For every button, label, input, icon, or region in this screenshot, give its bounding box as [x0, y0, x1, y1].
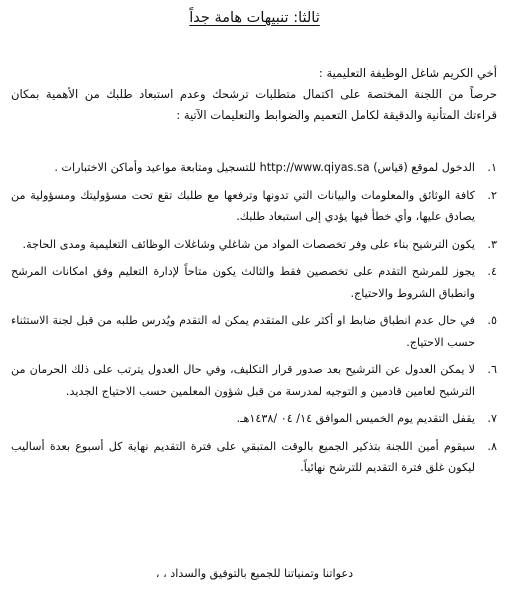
- notice-item-number: ٤.: [487, 265, 497, 278]
- notice-item-number: ٧.: [487, 412, 497, 425]
- notice-item: [11, 436, 497, 479]
- notice-item-text: يكون الترشيح بناء على وفر تخصصات المواد من شاغلي وشاغلات الوظائف التعليمية ومدى الحاجة.: [22, 237, 475, 251]
- notice-item-text: سيقوم أمين اللجنة بتذكير الجميع بالوقت المتبقي على فترة التقديم نهاية كل أسبوع بعدة أساليب ليكون غلق فترة التقديم للترشح نهائياً.: [11, 439, 475, 474]
- section-heading-text: ثالثا: تنبيهات هامة جداً: [189, 10, 320, 26]
- notice-item-text: لا يمكن العدول عن الترشيح بعد صدور قرار التكليف، وفي حال العدول يترتب على ذلك الحرمان من الترشيح لعامين قادمين و التوجيه لمدرسة من قبل شؤون المعلمين حسب الاحتياج الجديد.: [11, 363, 475, 398]
- notice-item-number: ٨.: [487, 439, 497, 453]
- notice-item: [11, 359, 497, 402]
- notice-item-text: الدخول لموقع (قياس): [373, 161, 475, 174]
- closing-line: دعواتنا وتمنياتنا للجميع بالتوفيق والسداد ، ،: [155, 567, 354, 580]
- notice-item-text: كافة الوثائق والمعلومات والبيانات التي تدونها وترفعها مع طلبك تقع تحت مسؤوليتك ومسؤولية من يصادق عليها، وأي خطأ فيها يؤدي إلى استبعاد طلبك.: [11, 188, 475, 223]
- notice-item-text: في حال عدم انطباق ضابط او أكثر على المتقدم يمكن له التقدم ويُدرس طلبه من قبل لجنة الاستثناء حسب الاحتياج.: [11, 314, 475, 349]
- intro-block: [11, 63, 497, 126]
- notice-list: [11, 157, 497, 485]
- notice-item: [11, 261, 497, 304]
- notice-item-number: ٣.: [487, 237, 497, 251]
- qiyas-link[interactable]: http://www.qiyas.sa: [259, 161, 370, 174]
- notice-item-number: ٦.: [487, 363, 497, 376]
- notice-item: [11, 408, 497, 430]
- section-heading: [0, 10, 509, 26]
- notice-item-number: ١.: [487, 161, 497, 174]
- notice-item-text: يجوز للمرشح التقدم على تخصصين فقط والثالث يكون متاحاً لإدارة التعليم وفق امكانات المرشح وانطباق الشروط والاحتياج.: [11, 265, 475, 300]
- intro-paragraph: حرصاً من اللجنة المختصة على اكتمال متطلبات ترشحك وعدم استبعاد طلبك من الأهمية بمكان قراءتك المتأنية والدقيقة لكامل التعميم والضوابط والتعليمات الآتية :: [11, 87, 497, 122]
- notice-item-text-cont: للتسجيل ومتابعة مواعيد وأماكن الاختبارات .: [54, 161, 257, 174]
- notice-item: [11, 157, 497, 179]
- notice-item: [11, 310, 497, 353]
- intro-greeting: أخي الكريم شاغل الوظيفة التعليمية :: [318, 66, 497, 80]
- notice-item-number: ٢.: [487, 188, 497, 202]
- notice-item-number: ٥.: [487, 314, 497, 327]
- notice-item: [11, 234, 497, 256]
- notice-item: [11, 185, 497, 228]
- notice-item-text: يقفل التقديم يوم الخميس الموافق ١٤/ ٠٤ /١٤٣٨هـ.: [236, 412, 475, 425]
